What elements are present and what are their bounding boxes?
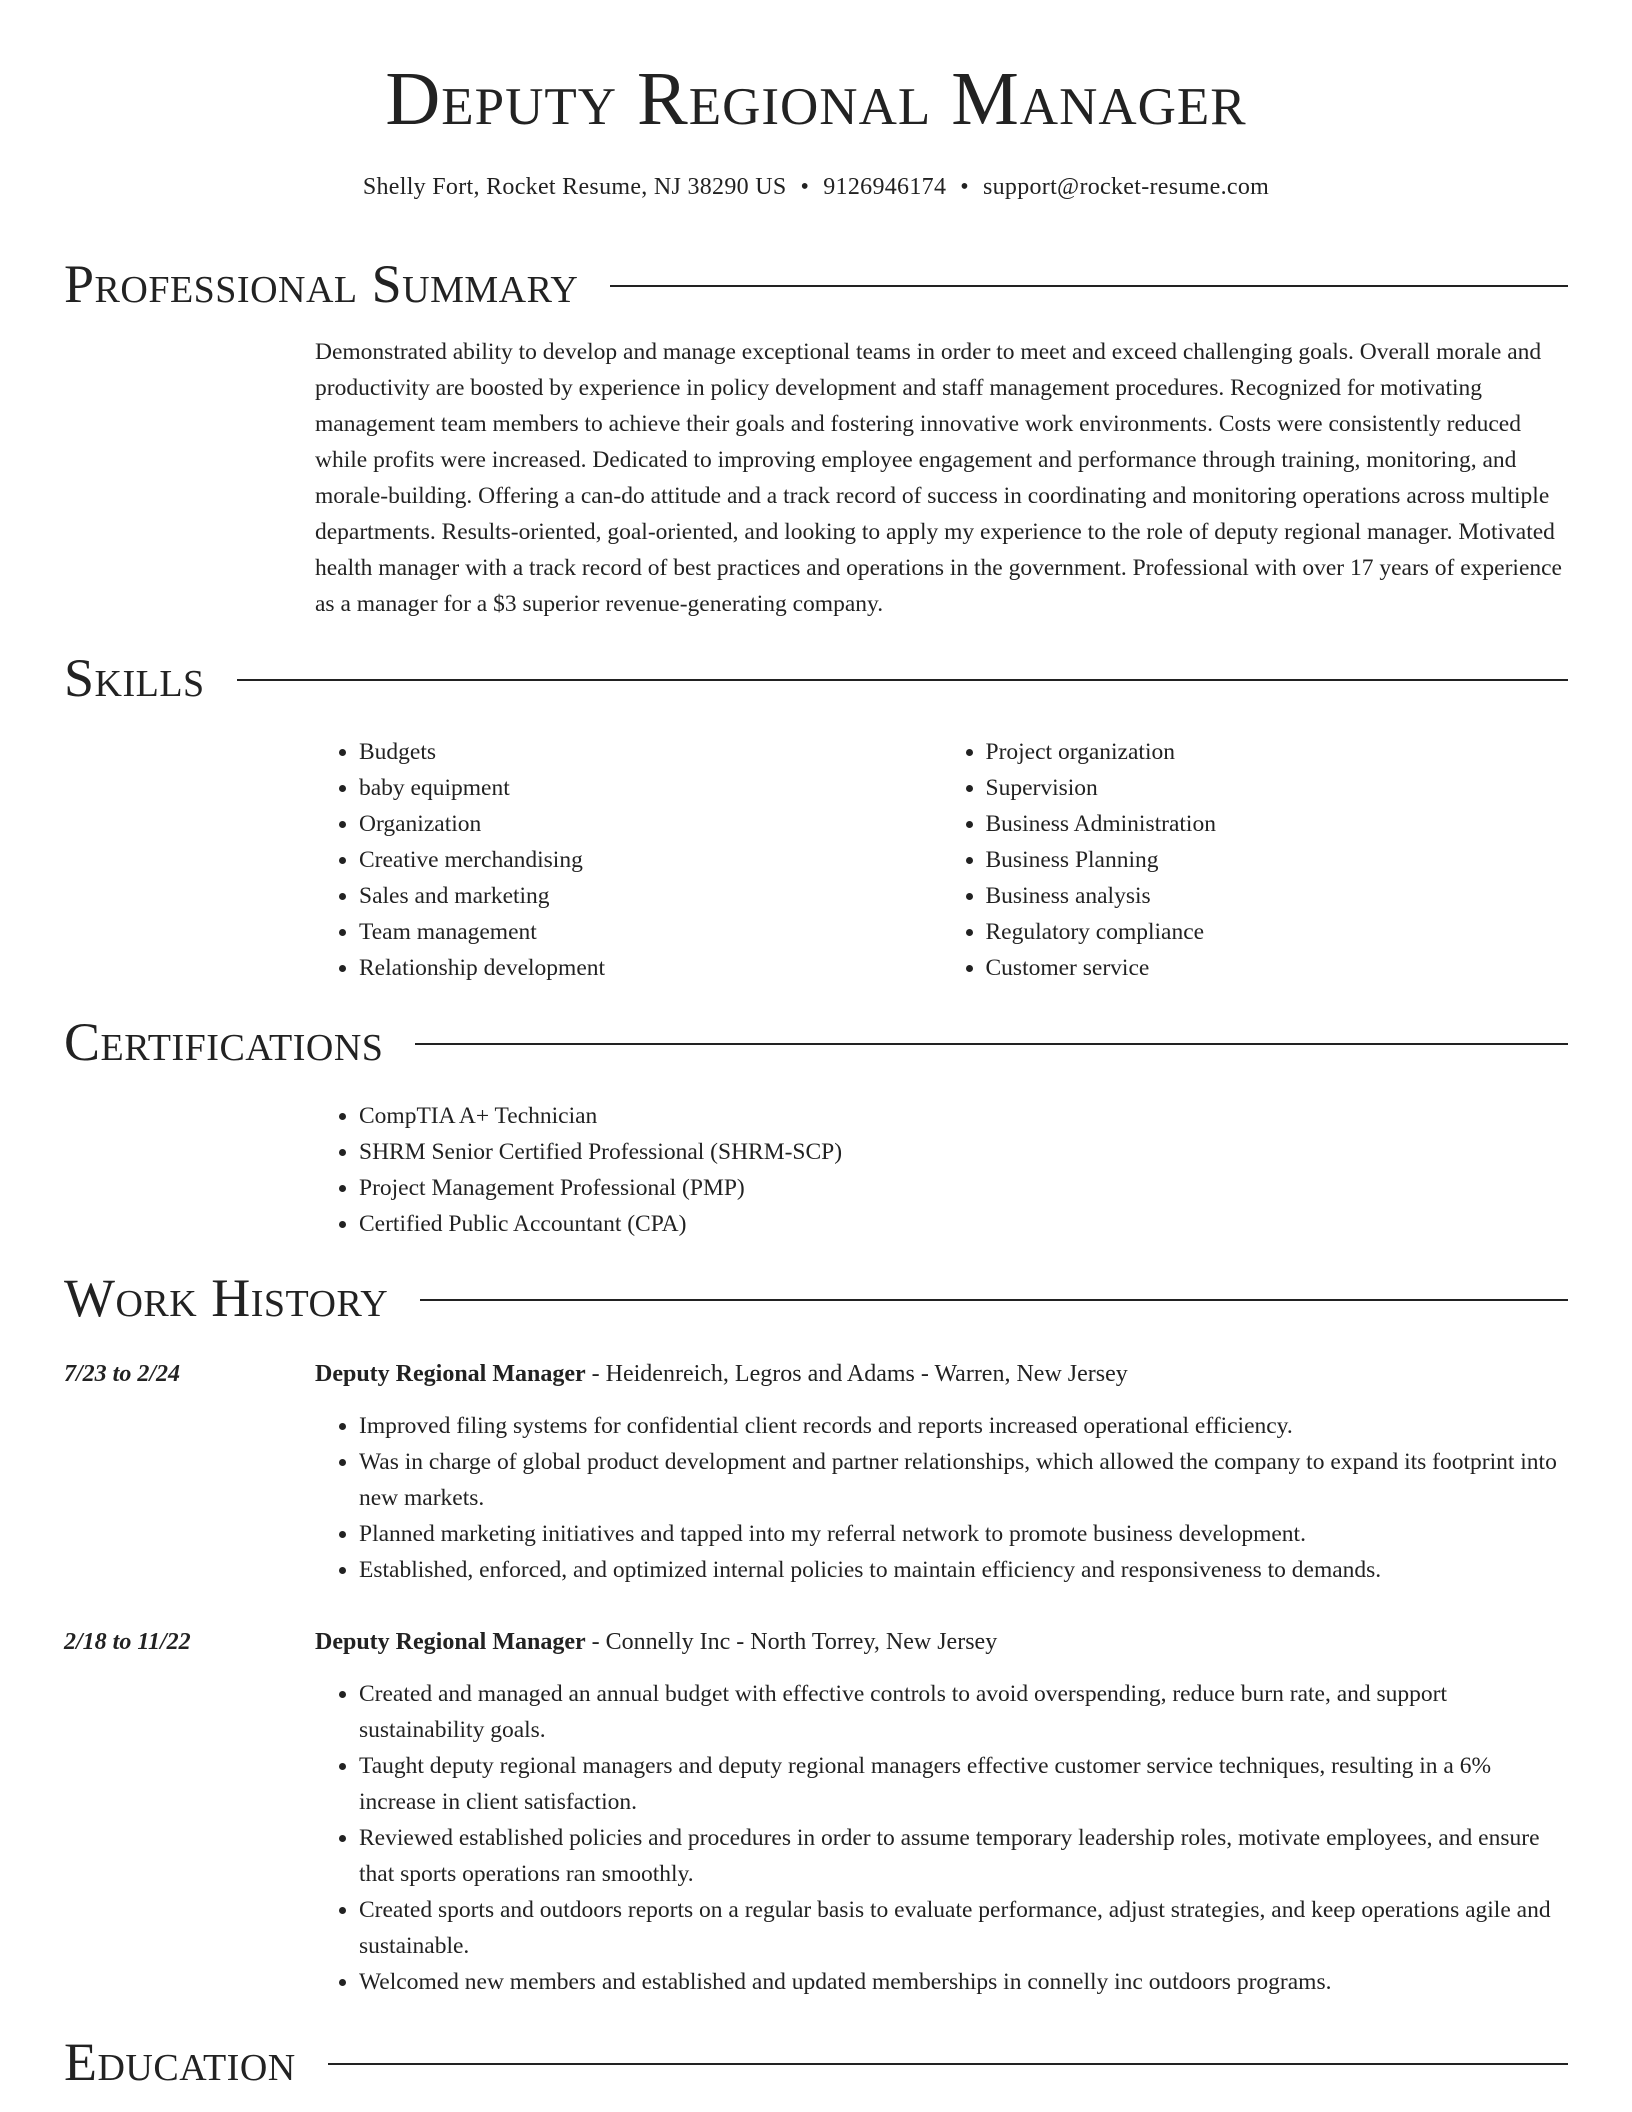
certifications-block <box>315 1098 1568 1242</box>
job-employer-location: - Heidenreich, Legros and Adams - Warren, New Jersey <box>585 1361 1128 1387</box>
section-title-certifications: Certifications <box>64 1012 384 1072</box>
section-header-certifications <box>64 1010 1568 1074</box>
skill-item: • Sales and marketing <box>359 878 942 914</box>
section-header-education <box>64 2030 1568 2094</box>
skill-item: • Business analysis <box>986 878 1569 914</box>
job-employer-location: - Connelly Inc - North Torrey, New Jersey <box>585 1629 998 1655</box>
skill-item: • Relationship development <box>359 950 942 986</box>
certification-item: • Project Management Professional (PMP) <box>359 1170 1568 1206</box>
skill-item: • Project organization <box>986 734 1569 770</box>
job-bullet: • Planned marketing initiatives and tapped into my referral network to promote business development. <box>359 1516 1568 1552</box>
certification-item: • CompTIA A+ Technician <box>359 1098 1568 1134</box>
job-dates: 2/18 to 11/22 <box>64 1629 191 1655</box>
summary-text: Demonstrated ability to develop and manage exceptional teams in order to meet and exceed challenging goals. Overall morale and productivity are boosted by experience in policy development and staff management procedures. Recognized for motivating management team members to achieve their goals and fostering innovative work environments. Costs were consistently reduced while profits were increased. Dedicated to improving employee engagement and performance through training, monitoring, and morale-building. Offering a can-do attitude and a track record of success in coordinating and monitoring operations across multiple departments. Results-oriented, goal-oriented, and looking to apply my experience to the role of deputy regional manager. Motivated health manager with a track record of best practices and operations in the government. Professional with over 17 years of experience as a manager for a $3 superior revenue-generating company. <box>315 339 1562 617</box>
skills-columns <box>315 734 1568 986</box>
skill-item: • Supervision <box>986 770 1569 806</box>
skill-item: • Business Planning <box>986 842 1569 878</box>
job-bullet: • Created and managed an annual budget with effective controls to avoid overspending, reduce burn rate, and support sustainability goals. <box>359 1676 1568 1748</box>
skill-item: • Business Administration <box>986 806 1569 842</box>
section-divider <box>610 285 1568 287</box>
section-header-work-history <box>64 1266 1568 1330</box>
job-bullets-block <box>315 1408 1568 1588</box>
contact-line <box>0 174 1632 201</box>
job-bullet: • Was in charge of global product development and partner relationships, which allowed the company to expand its footprint into new markets. <box>359 1444 1568 1516</box>
section-divider <box>237 679 1568 681</box>
job-bullet: • Taught deputy regional managers and deputy regional managers effective customer service techniques, resulting in a 6% increase in client satisfaction. <box>359 1748 1568 1820</box>
document-title: Deputy Regional Manager <box>385 57 1247 141</box>
job-title-line <box>315 1356 1568 1392</box>
section-divider <box>420 1299 1568 1301</box>
certifications-list <box>315 1098 1568 1242</box>
job-bullet: • Reviewed established policies and procedures in order to assume temporary leadership roles, motivate employees, and ensure that sports operations ran smoothly. <box>359 1820 1568 1892</box>
skill-item: • Budgets <box>359 734 942 770</box>
contact-address: Shelly Fort, Rocket Resume, NJ 38290 US <box>362 174 787 200</box>
contact-separator: • <box>800 174 810 200</box>
job-title-line <box>315 1624 1568 1660</box>
skills-list-right <box>942 734 1569 986</box>
certification-item: • SHRM Senior Certified Professional (SHRM-SCP) <box>359 1134 1568 1170</box>
contact-email[interactable]: support@rocket-resume.com <box>982 174 1270 200</box>
skill-item: • Team management <box>359 914 942 950</box>
job-dates: 7/23 to 2/24 <box>64 1361 181 1387</box>
certification-item: • Certified Public Accountant (CPA) <box>359 1206 1568 1242</box>
job-bullet: • Welcomed new members and established and updated memberships in connelly inc outdoors programs. <box>359 1964 1568 2000</box>
section-title-skills: Skills <box>64 648 205 708</box>
section-title-work-history: Work History <box>64 1268 389 1328</box>
job-role: Deputy Regional Manager <box>315 1629 586 1655</box>
skill-item: • Creative merchandising <box>359 842 942 878</box>
skill-item: • Organization <box>359 806 942 842</box>
job-bullets <box>315 1408 1568 1588</box>
section-title-summary: Professional Summary <box>64 254 579 314</box>
section-title-education: Education <box>64 2032 296 2092</box>
section-divider <box>328 2063 1568 2065</box>
skills-list-left <box>315 734 942 986</box>
contact-separator: • <box>960 174 969 200</box>
job-bullets <box>315 1676 1568 2000</box>
skill-item: • Customer service <box>986 950 1569 986</box>
job-bullets-block <box>315 1676 1568 2000</box>
section-divider <box>415 1043 1568 1045</box>
job-role: Deputy Regional Manager <box>315 1361 586 1387</box>
section-header-summary <box>64 252 1568 316</box>
job-bullet: • Improved filing systems for confidential client records and reports increased operational efficiency. <box>359 1408 1568 1444</box>
section-header-skills <box>64 646 1568 710</box>
contact-phone: 9126946174 <box>823 174 947 200</box>
job-bullet: • Established, enforced, and optimized internal policies to maintain efficiency and responsiveness to demands. <box>359 1552 1568 1588</box>
skill-item: • Regulatory compliance <box>986 914 1569 950</box>
job-bullet: • Created sports and outdoors reports on a regular basis to evaluate performance, adjust strategies, and keep operations agile and sustainable. <box>359 1892 1568 1964</box>
skill-item: • baby equipment <box>359 770 942 806</box>
